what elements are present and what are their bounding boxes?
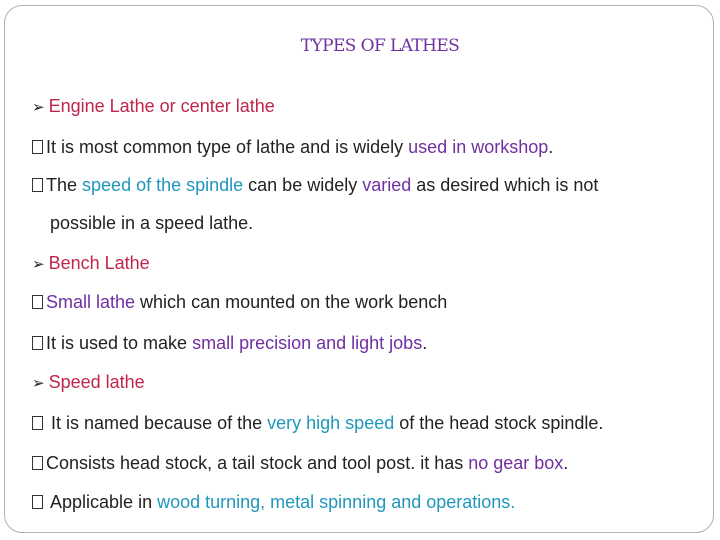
heading-speed-lathe (32, 372, 145, 393)
bullet-text: as desired which is not (411, 175, 599, 195)
heading-bench-lathe (32, 253, 150, 274)
arrow-bullet-icon: ➢ (32, 256, 45, 273)
highlight-text: Small lathe (46, 292, 136, 312)
box-bullet-icon (32, 178, 43, 192)
box-bullet-icon (32, 495, 43, 509)
bullet-text: Applicable in (46, 492, 158, 512)
bullet-text: can be widely (243, 175, 363, 195)
bullet-speed-1 (32, 413, 603, 434)
box-bullet-icon (32, 295, 43, 309)
bullet-bench-2 (32, 333, 427, 354)
box-bullet-icon (32, 456, 43, 470)
highlight-text: wood turning, metal spinning and operations. (157, 492, 516, 512)
highlight-text: used in workshop (408, 137, 549, 157)
highlight-text: very high speed (267, 413, 395, 433)
arrow-bullet-icon: ➢ (32, 375, 45, 392)
bullet-bench-1 (32, 292, 447, 313)
bullet-text: It is most common type of lathe and is widely (46, 137, 409, 157)
bullet-text: . (422, 333, 428, 353)
bullet-text: It is used to make (46, 333, 193, 353)
highlight-text: small precision and light jobs (192, 333, 423, 353)
box-bullet-icon (32, 416, 43, 430)
bullet-text: which can mounted on the work bench (135, 292, 448, 312)
bullet-engine-1 (32, 137, 553, 158)
bullet-text: It is named because of the (46, 413, 268, 433)
highlight-text: speed of the spindle (82, 175, 244, 195)
heading-engine-lathe (32, 96, 275, 117)
bullet-engine-2 (32, 175, 598, 196)
bullet-speed-2 (32, 453, 568, 474)
bullet-text: of the head stock spindle. (394, 413, 604, 433)
highlight-text: no gear box (468, 453, 564, 473)
heading-text: Bench Lathe (48, 253, 150, 273)
slide-title: TYPES OF LATHES (300, 36, 460, 56)
bullet-text: . (563, 453, 569, 473)
box-bullet-icon (32, 336, 43, 350)
highlight-text: varied (362, 175, 412, 195)
bullet-speed-3 (32, 492, 515, 513)
bullet-text: . (548, 137, 554, 157)
bullet-engine-2-continued: possible in a speed lathe. (50, 213, 254, 233)
bullet-text: The (46, 175, 83, 195)
heading-text: Speed lathe (48, 372, 145, 392)
heading-text: Engine Lathe or center lathe (48, 96, 275, 116)
box-bullet-icon (32, 140, 43, 154)
arrow-bullet-icon: ➢ (32, 99, 45, 116)
bullet-text: Consists head stock, a tail stock and tool post. it has (46, 453, 469, 473)
